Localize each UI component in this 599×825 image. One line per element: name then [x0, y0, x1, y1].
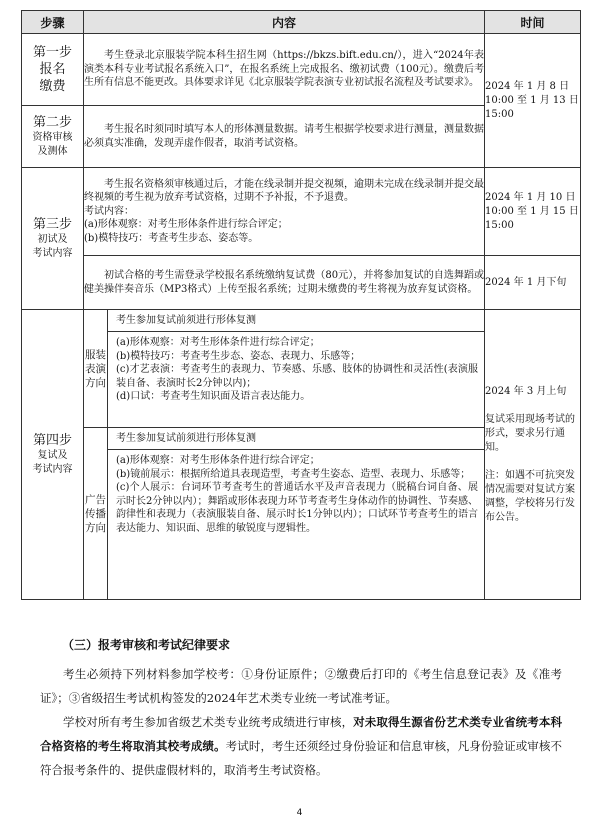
retest-note: 考生参加复试前须进行形体复测	[108, 428, 484, 450]
step1-content: 考生登录北京服装学院本科生招生网（https://bkzs.bift.edu.cn/），进入“2024年表演类本科专业考试报名系统入口”，在报名系统上完成报名、缴初试费（100元）。缴费后考生所有信息不能更改。具体要求详见《北京服装学院表演专业初试报名流程及考试要求》。	[84, 34, 485, 106]
paragraph-review: 学校对所有考生参加省级艺术类专业统考成绩进行审核，对未取得生源省份艺术类专业省统考本科合格资格的考生将取消其校考成绩。考试时，考生还须经过身份验证和信息审核，凡身份验证或审核不符合报考条件的、提供虚假材料的，取消考生考试资格。	[40, 715, 563, 777]
step3-title: 第三步 初试及 考试内容	[22, 168, 84, 310]
step1-title: 第一步 报名 缴费	[22, 34, 84, 106]
schedule-table	[21, 10, 581, 600]
bold-emphasis: 对未取得生源省份艺术类专业省统考本科合格资格的考生将取消其校考成绩。	[40, 715, 563, 753]
section-title: （三）报考审核和考试纪律要求	[62, 638, 231, 652]
step3-content2: 初试合格的考生需登录学校报名系统缴纳复试费（80元），并将参加复试的自选舞蹈或健美操伴奏音乐（MP3格式）上传至报名系统；过期未缴费的考生将视为放弃复试资格。	[84, 256, 485, 310]
step3-time2: 2024 年 1 月下旬	[485, 256, 581, 310]
direction-fashion-show-content: 考生参加复试前须进行形体复测 (a)形体观察：对考生形体条件进行综合评定； (b)模特技巧：考查考生步态、姿态、表现力、乐感等； (c)才艺表演：考查考生的表现力、节奏感、乐感、肢体的协调性和灵活性(表演服装自备、表演时长2分钟以内)； (d)口试：考查考生知识面及语言表达能力。	[108, 310, 485, 428]
table-row	[22, 256, 581, 310]
table-row	[22, 310, 581, 428]
paragraph-materials: 考生必须持下列材料参加学校考：①身份证原件；②缴费后打印的《考生信息登记表》及《准考证》；③省级招生考试机构签发的2024年艺术类专业统一考试准考证。	[40, 667, 562, 705]
step12-time: 2024 年 1 月 8 日 10:00 至 1 月 13 日 15:00	[485, 34, 581, 168]
direction-advertising-content: 考生参加复试前须进行形体复测 (a)形体观察：对考生形体条件进行综合评定； (b)镜前展示：根据所给道具表现造型，考查考生姿态、造型、表现力、乐感等； (c)个人展示：台词环节考查考生的普通话水平及声音表现力（脱稿台词自备、展示时长2分钟以内）；舞蹈或形体表现力环节考查考生身体动作的协调性、节奏感、韵律性和表现力（表演服装自备、展示时长1分钟以内）；口试环节考查考生的语言表达能力、知识面、思维的敏锐度与逻辑性。	[108, 428, 485, 600]
header-step: 步骤	[22, 11, 84, 34]
step3-time: 2024 年 1 月 10 日 10:00 至 1 月 15 日 15:00	[485, 168, 581, 256]
retest-note: 考生参加复试前须进行形体复测	[108, 310, 484, 332]
header-content: 内容	[84, 11, 485, 34]
header-time: 时间	[485, 11, 581, 34]
step2-content: 考生报名时须同时填写本人的形体测量数据。请考生根据学校要求进行测量，测量数据必须真实准确，发现弄虚作假者，取消考试资格。	[84, 106, 485, 168]
table-row	[22, 34, 581, 106]
step3-content: 考生报名资格须审核通过后，才能在线录制并提交视频，逾期未完成在线录制并提交最终视频的考生视为放弃考试资格，过期不予补报，不予退费。 考试内容： (a)形体观察：对考生形体条件进行综合评定； (b)模特技巧：考查考生步态、姿态等。	[84, 168, 485, 256]
step4-title: 第四步 复试及 考试内容	[22, 310, 84, 600]
step2-title: 第二步 资格审核 及测体	[22, 106, 84, 168]
table-header-row	[22, 11, 581, 34]
page-number: 4	[296, 808, 303, 818]
table-row	[22, 168, 581, 256]
step4-time: 2024 年 3 月上旬 复试采用现场考试的形式，要求另行通知。 注：如遇不可抗突发情况需要对复试方案调整，学校将另行发布公告。	[485, 310, 581, 600]
direction-fashion-show: 服装表演方向	[84, 310, 108, 428]
direction-advertising: 广告传播方向	[84, 428, 108, 600]
